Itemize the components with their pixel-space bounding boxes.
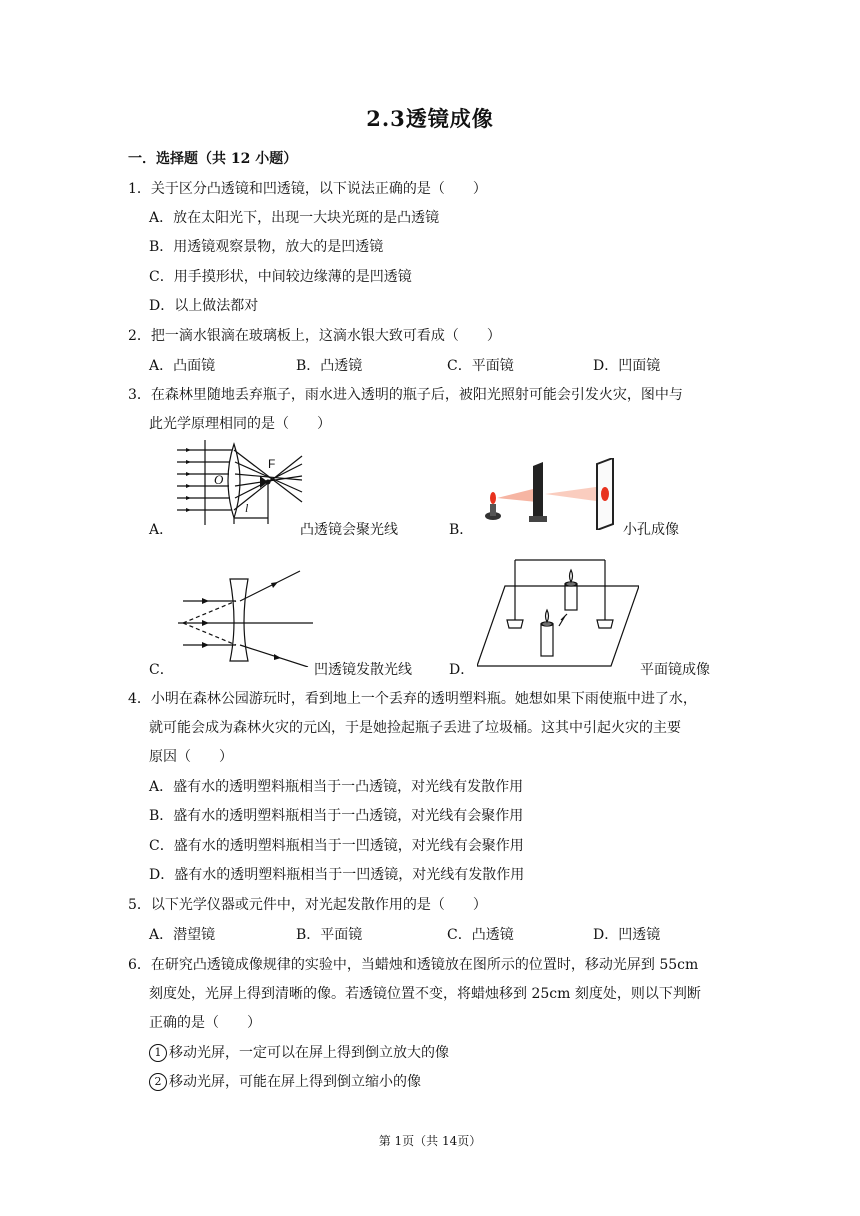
q3-option-c-caption: 凹透镜发散光线 bbox=[314, 662, 412, 678]
lens-center-label: O bbox=[214, 472, 224, 487]
q3-option-b-caption: 小孔成像 bbox=[623, 522, 679, 538]
q5-option-a: A．潜望镜 bbox=[149, 927, 216, 943]
q1-option-c: C．用手摸形状，中间较边缘薄的是凹透镜 bbox=[149, 269, 412, 285]
q6-statement-1 bbox=[149, 1042, 449, 1062]
q4-option-a: A．盛有水的透明塑料瓶相当于一凸透镜，对光线有发散作用 bbox=[149, 779, 524, 795]
pinhole-camera-figure bbox=[475, 458, 625, 530]
page-title: 2.3透镜成像 bbox=[366, 106, 494, 131]
q2-stem: 2．把一滴水银滴在玻璃板上，这滴水银大致可看成（ ） bbox=[128, 328, 501, 344]
q5-option-c: C．凸透镜 bbox=[447, 927, 514, 943]
q2-option-b: B．凸透镜 bbox=[296, 358, 363, 374]
q2-option-c: C．平面镜 bbox=[447, 358, 514, 374]
statement-number-1: 1 bbox=[149, 1044, 167, 1062]
q6-stem-line2: 刻度处，光屏上得到清晰的像。若透镜位置不变，将蜡烛移到 25cm 刻度处，则以下判断 bbox=[149, 986, 701, 1002]
section-heading: 一．选择题（共 12 小题） bbox=[128, 151, 298, 167]
q3-option-c-letter: C． bbox=[149, 662, 174, 678]
q3-option-d-letter: D． bbox=[449, 662, 475, 678]
q6-statement-2 bbox=[149, 1071, 421, 1091]
q2-option-a: A．凸面镜 bbox=[149, 358, 216, 374]
q3-option-b-letter: B． bbox=[449, 522, 474, 538]
q3-option-a-caption: 凸透镜会聚光线 bbox=[300, 522, 398, 538]
q1-option-b: B．用透镜观察景物，放大的是凹透镜 bbox=[149, 239, 384, 255]
q1-option-a: A．放在太阳光下，出现一大块光斑的是凸透镜 bbox=[149, 210, 440, 226]
q5-option-d: D．凹透镜 bbox=[593, 927, 661, 943]
q2-option-d: D．凹面镜 bbox=[593, 358, 661, 374]
q4-stem-line1: 4．小明在森林公园游玩时，看到地上一个丢弃的透明塑料瓶。她想如果下雨使瓶中进了水， bbox=[128, 691, 697, 707]
q6-statement-2-text: 移动光屏，可能在屏上得到倒立缩小的像 bbox=[169, 1074, 421, 1090]
concave-lens-figure bbox=[178, 567, 313, 667]
focus-label: F bbox=[268, 457, 276, 471]
q3-stem-line2: 此光学原理相同的是（ ） bbox=[149, 416, 331, 432]
q4-stem-line2: 就可能会成为森林火灾的元凶，于是她捡起瓶子丢进了垃圾桶。这其中引起火灾的主要 bbox=[149, 720, 681, 736]
q1-option-d: D．以上做法都对 bbox=[149, 298, 259, 314]
q3-stem-line1: 3．在森林里随地丢弃瓶子，雨水进入透明的瓶子后，被阳光照射可能会引发火灾，图中与 bbox=[128, 387, 683, 403]
plane-mirror-figure bbox=[477, 556, 639, 671]
q4-option-d: D．盛有水的透明塑料瓶相当于一凹透镜，对光线有发散作用 bbox=[149, 867, 525, 883]
q6-statement-1-text: 移动光屏，一定可以在屏上得到倒立放大的像 bbox=[169, 1045, 449, 1061]
q4-option-c: C．盛有水的透明塑料瓶相当于一凹透镜，对光线有会聚作用 bbox=[149, 838, 524, 854]
q5-option-b: B．平面镜 bbox=[296, 927, 363, 943]
q6-stem-line3: 正确的是（ ） bbox=[149, 1015, 261, 1031]
q1-stem: 1．关于区分凸透镜和凹透镜，以下说法正确的是（ ） bbox=[128, 181, 487, 197]
statement-number-2: 2 bbox=[149, 1073, 167, 1091]
page-footer: 第 1页（共 14页） bbox=[378, 1134, 482, 1148]
q3-option-a-letter: A． bbox=[149, 522, 174, 538]
focal-length-label: l bbox=[245, 501, 249, 515]
q5-stem: 5．以下光学仪器或元件中，对光起发散作用的是（ ） bbox=[128, 897, 487, 913]
q4-stem-line3: 原因（ ） bbox=[149, 749, 233, 765]
q4-option-b: B．盛有水的透明塑料瓶相当于一凸透镜，对光线有会聚作用 bbox=[149, 808, 524, 824]
q6-stem-line1: 6．在研究凸透镜成像规律的实验中，当蜡烛和透镜放在图所示的位置时，移动光屏到 55cm bbox=[128, 957, 699, 973]
convex-lens-figure bbox=[172, 440, 307, 525]
q3-option-d-caption: 平面镜成像 bbox=[640, 662, 710, 678]
